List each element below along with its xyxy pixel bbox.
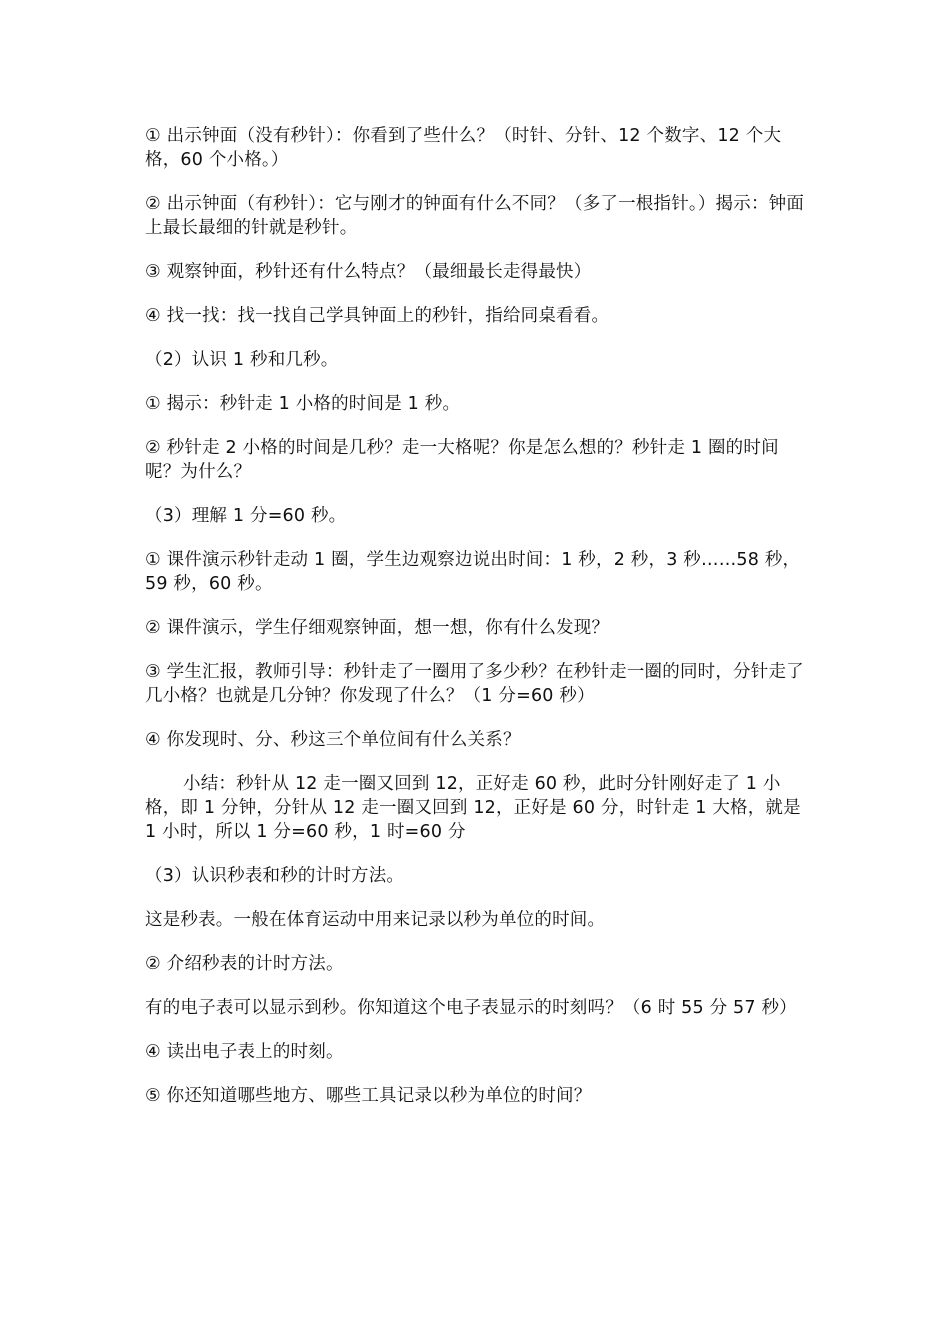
paragraph-two-small-divisions: ② 秒针走 2 小格的时间是几秒？走一大格呢？你是怎么想的？秒针走 1 圈的时间呢？为什么？ <box>145 438 779 482</box>
paragraph-find-second-hand: ④ 找一找：找一找自己学具钟面上的秒针，指给同桌看看。 <box>145 306 610 326</box>
paragraph-electronic-watch: 有的电子表可以显示到秒。你知道这个电子表显示的时刻吗？（6 时 55 分 57 秒） <box>145 998 797 1018</box>
section-heading-one-second: （2）认识 1 秒和几秒。 <box>145 350 339 370</box>
paragraph-read-electronic-time: ④ 读出电子表上的时刻。 <box>145 1042 344 1062</box>
paragraph-second-hand-features: ③ 观察钟面，秒针还有什么特点？（最细最长走得最快） <box>145 262 592 282</box>
section-heading-one-minute: （3）理解 1 分=60 秒。 <box>145 506 347 526</box>
paragraph-reveal-one-second: ① 揭示：秒针走 1 小格的时间是 1 秒。 <box>145 394 461 414</box>
paragraph-student-report: ③ 学生汇报，教师引导：秒针走了一圈用了多少秒？在秒针走一圈的同时，分针走了几小格？也就是几分钟？你发现了什么？（1 分=60 秒） <box>145 662 804 706</box>
paragraph-clock-face-no-second-hand: ① 出示钟面（没有秒针）：你看到了些什么？（时针、分针、12 个数字、12 个大格，60 个小格。） <box>145 126 782 170</box>
section-heading-stopwatch: （3）认识秒表和秒的计时方法。 <box>145 866 405 886</box>
paragraph-stopwatch-intro: 这是秒表。一般在体育运动中用来记录以秒为单位的时间。 <box>145 910 606 930</box>
document-page <box>145 124 807 1128</box>
paragraph-unit-relationship: ④ 你发现时、分、秒这三个单位间有什么关系？ <box>145 730 521 750</box>
paragraph-clock-face-with-second-hand: ② 出示钟面（有秒针）：它与刚才的钟面有什么不同？（多了一根指针。）揭示：钟面上最长最细的针就是秒针。 <box>145 194 805 238</box>
paragraph-courseware-demo-one-circle: ① 课件演示秒针走动 1 圈，学生边观察边说出时间：1 秒，2 秒，3 秒……58 秒，59 秒，60 秒。 <box>145 550 801 594</box>
paragraph-courseware-demo-observe: ② 课件演示，学生仔细观察钟面，想一想，你有什么发现？ <box>145 618 610 638</box>
paragraph-other-timing-tools: ⑤ 你还知道哪些地方、哪些工具记录以秒为单位的时间？ <box>145 1086 592 1106</box>
paragraph-summary: 小结：秒针从 12 走一圈又回到 12，正好走 60 秒，此时分针刚好走了 1 小格，即 1 分钟，分针从 12 走一圈又回到 12，正好是 60 分，时针走 1 大格，就是 1 小时，所以 1 分=60 秒，1 时=60 分 <box>145 774 801 842</box>
paragraph-stopwatch-method: ② 介绍秒表的计时方法。 <box>145 954 344 974</box>
